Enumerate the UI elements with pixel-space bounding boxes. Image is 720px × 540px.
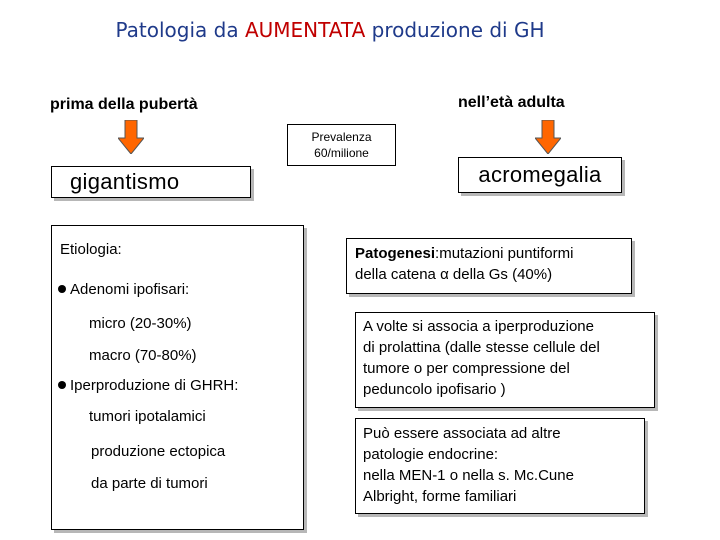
etiology-box: [51, 225, 304, 530]
prevalence-line1: Prevalenza: [311, 130, 372, 144]
associata-box: [355, 418, 645, 514]
associata-line: Può essere associata ad altre: [363, 425, 561, 442]
prolattina-line: A volte si associa a iperproduzione: [363, 318, 594, 335]
page-title: [0, 18, 660, 42]
prevalence-box: [287, 124, 396, 166]
left-heading: prima della pubertà: [50, 96, 198, 113]
gigantismo-box: [51, 166, 251, 198]
patogenesi-text1: :mutazioni puntiformi: [435, 245, 574, 262]
down-arrow-icon-right: [535, 120, 561, 154]
prolattina-line: tumore o per compressione del: [363, 360, 570, 377]
micro-item: micro (20-30%): [89, 315, 192, 332]
title-prefix: Patologia da: [115, 18, 245, 42]
tumori-item: tumori ipotalamici: [89, 408, 206, 425]
associata-line: patologie endocrine:: [363, 446, 499, 463]
title-highlight: AUMENTATA: [244, 18, 366, 42]
adenomi-text: Adenomi ipofisari:: [70, 281, 190, 298]
associata-line: nella MEN-1 o nella s. Mc.Cune: [363, 467, 574, 484]
etiology-label: Etiologia: [60, 241, 118, 258]
patogenesi-line2: della catena α della Gs (40%): [355, 266, 553, 283]
acromegalia-box: [458, 157, 622, 193]
prolattina-box: [355, 312, 655, 408]
bullet-icon: [58, 285, 66, 293]
prolattina-line: di prolattina (dalle stesse cellule del: [363, 339, 600, 356]
right-heading: nell’età adulta: [458, 94, 565, 111]
iperproduzione-text: Iperproduzione di GHRH:: [70, 377, 239, 394]
etiology-colon: :: [117, 241, 122, 258]
title-suffix: produzione di GH: [365, 18, 545, 42]
etiology-heading: [60, 241, 122, 258]
patogenesi-box: [346, 238, 632, 294]
iperproduzione-item: [58, 377, 238, 394]
bullet-icon: [58, 381, 66, 389]
ectopica-item: produzione ectopica: [91, 443, 226, 460]
acromegalia-label: acromegalia: [478, 162, 602, 187]
patogenesi-line1: [355, 243, 623, 264]
down-arrow-icon-left: [118, 120, 144, 154]
gigantismo-label: gigantismo: [70, 169, 180, 194]
associata-line: Albright, forme familiari: [363, 488, 517, 505]
prolattina-line: peduncolo ipofisario ): [363, 381, 506, 398]
macro-item: macro (70-80%): [89, 347, 197, 364]
patogenesi-label: Patogenesi: [355, 245, 436, 262]
adenomi-item: [58, 281, 189, 298]
prevalence-line2: 60/milione: [314, 146, 369, 160]
da-parte-item: da parte di tumori: [91, 475, 208, 492]
